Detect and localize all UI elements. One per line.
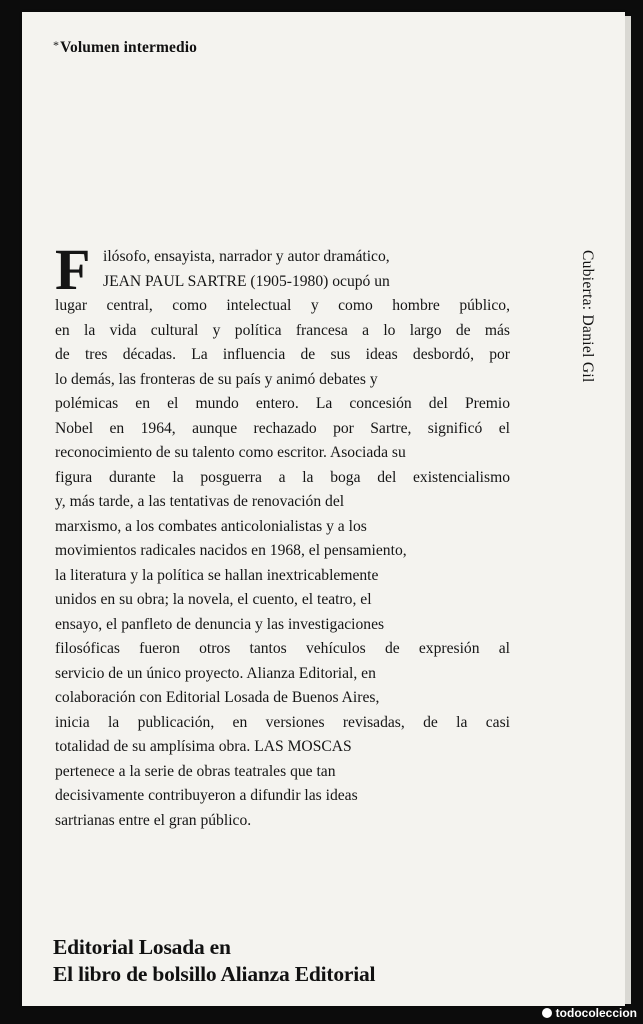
blurb-line: lugar central, como intelectual y como hombre público, <box>55 297 510 314</box>
volume-marker: * <box>53 38 60 52</box>
blurb-line: pertenece a la serie de obras teatrales que tan <box>55 762 336 780</box>
blurb-line: lo demás, las fronteras de su país y animó debates y <box>55 370 378 388</box>
cover-edge <box>625 16 631 1004</box>
volume-text: Volumen intermedio <box>60 39 197 56</box>
blurb-line: la literatura y la política se hallan inextricablemente <box>55 566 379 584</box>
cover-credit: Cubierta: Daniel Gil <box>579 250 596 383</box>
publisher-line-1: Editorial Losada en <box>53 935 231 959</box>
watermark-text: todocoleccion <box>555 1006 637 1020</box>
blurb-line: ensayo, el panfleto de denuncia y las investigaciones <box>55 615 385 633</box>
dropcap-letter: F <box>55 237 91 302</box>
blurb-line: totalidad de su amplísima obra. LAS MOSCAS <box>55 738 352 755</box>
blurb-line: polémicas en el mundo entero. La concesión del Premio <box>55 395 510 412</box>
blurb-line: Nobel en 1964, aunque rechazado por Sartre, significó el <box>55 419 510 437</box>
blurb-line: en la vida cultural y política francesa a lo largo de más <box>55 321 510 339</box>
blurb-line: figura durante la posguerra a la boga del existencialismo <box>55 468 510 486</box>
book-back-cover <box>22 12 625 1006</box>
publisher-line-2: El libro de bolsillo Alianza Editorial <box>53 962 376 986</box>
blurb-text <box>55 237 510 833</box>
blurb-line: de tres décadas. La influencia de sus ideas desbordó, por <box>55 346 510 363</box>
watermark-logo-icon <box>542 1008 552 1018</box>
blurb-line: ilósofo, ensayista, narrador y autor dramático, <box>103 248 390 265</box>
blurb-line: servicio de un único proyecto. Alianza Editorial, en <box>55 664 376 682</box>
volume-label <box>53 38 197 57</box>
blurb-line: reconocimiento de su talento como escritor. Asociada su <box>55 444 406 461</box>
watermark <box>542 1006 637 1020</box>
blurb-line: sartrianas entre el gran público. <box>55 811 252 829</box>
publisher-footer <box>53 934 375 988</box>
blurb-line: filosóficas fueron otros tantos vehículos de expresión al <box>55 640 510 657</box>
blurb-line: y, más tarde, a las tentativas de renovación del <box>55 493 345 510</box>
blurb-line: JEAN PAUL SARTRE (1905-1980) ocupó un <box>103 272 390 290</box>
blurb-line: colaboración con Editorial Losada de Buenos Aires, <box>55 689 380 706</box>
blurb-line: decisivamente contribuyeron a difundir las ideas <box>55 787 358 804</box>
blurb-line: unidos en su obra; la novela, el cuento, el teatro, el <box>55 591 372 608</box>
blurb-line: movimientos radicales nacidos en 1968, el pensamiento, <box>55 542 407 559</box>
blurb-line: marxismo, a los combates anticolonialistas y a los <box>55 517 367 535</box>
blurb-line: inicia la publicación, en versiones revisadas, de la casi <box>55 713 510 731</box>
